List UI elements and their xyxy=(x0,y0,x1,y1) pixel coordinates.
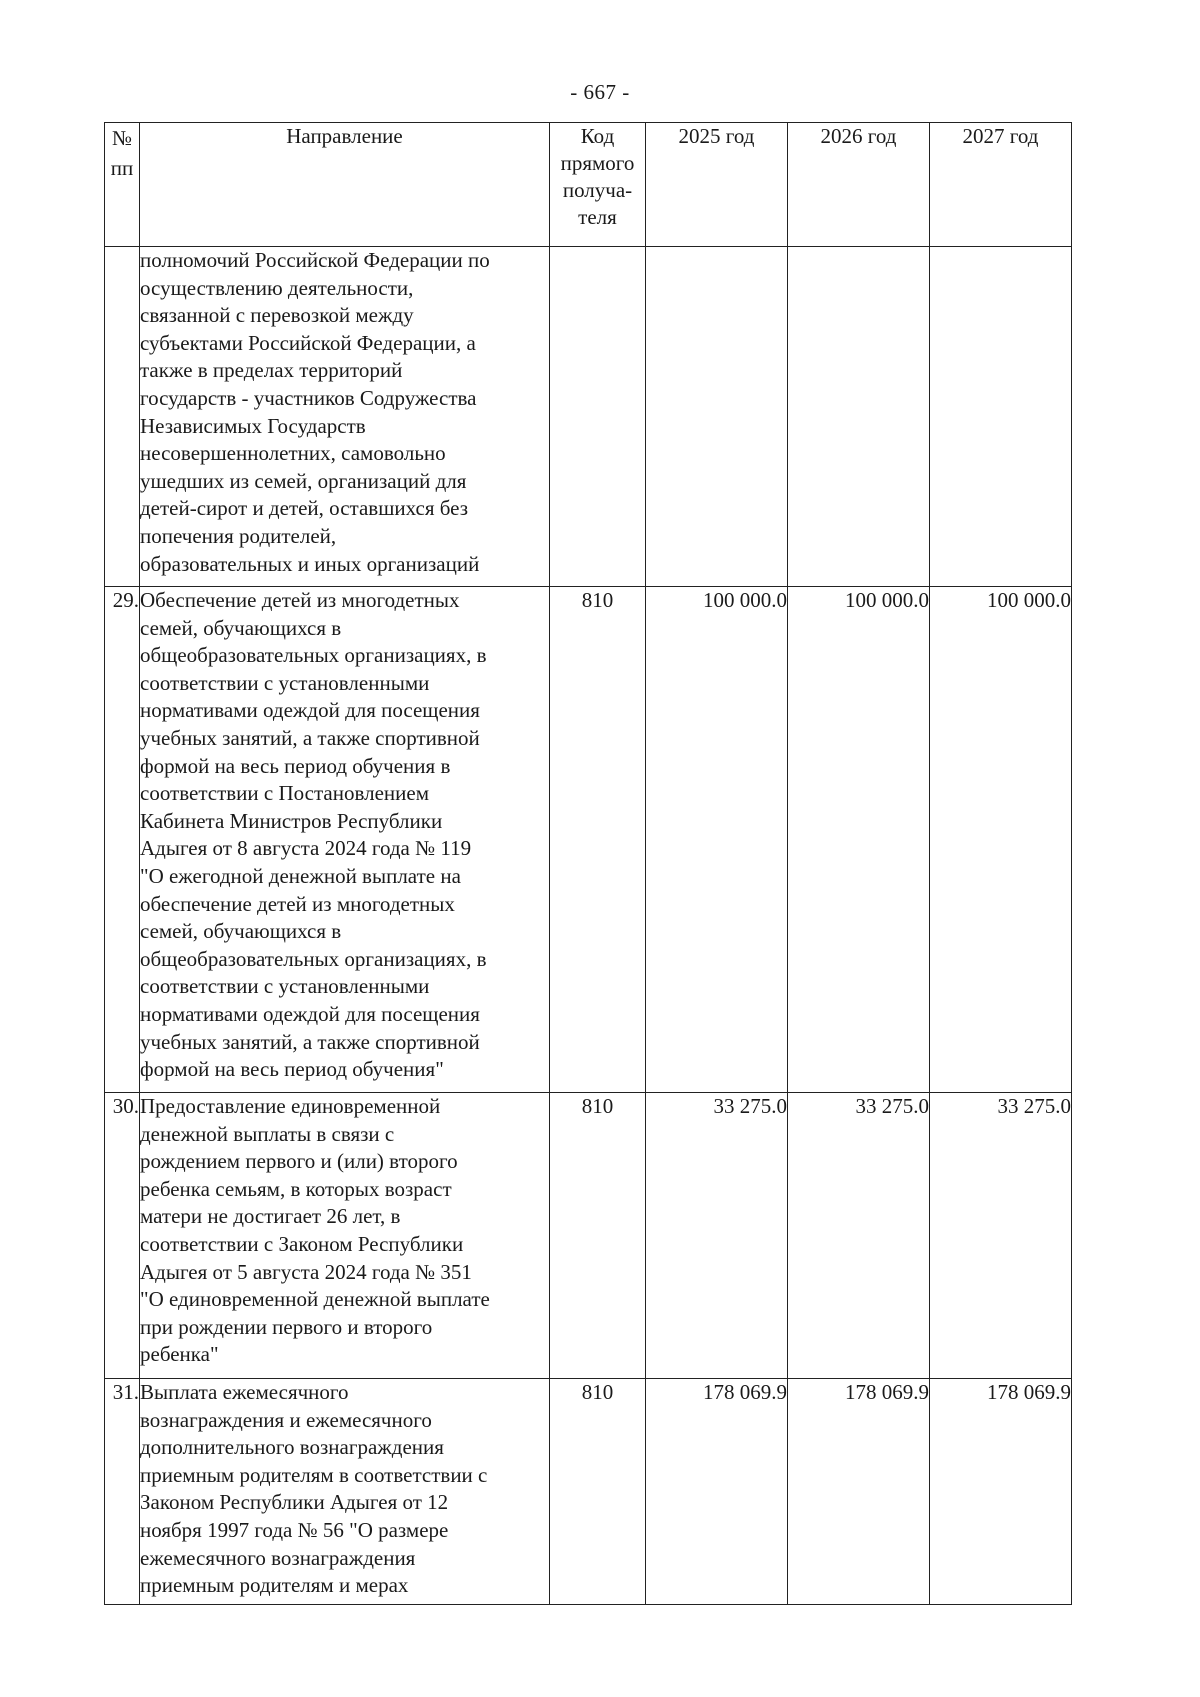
row-direction: Обеспечение детей из многодетных семей, обучающихся в общеобразовательных организациях, в соответствии с установленными нормативами одеждой для посещения учебных занятий, а также спортивной формой на весь период обучения в соответствии с Постановлением Кабинета Министров Республики Адыгея от 8 августа 2024 года № 119 "О ежегодной денежной выплате на обеспечение детей из многодетных семей, обучающихся в общеобразовательных организациях, в соответствии с установленными нормативами одеждой для посещения учебных занятий, а также спортивной формой на весь период обучения" xyxy=(140,587,550,1093)
row-number: 30. xyxy=(105,1093,140,1379)
row-number: 31. xyxy=(105,1379,140,1605)
header-year-2027: 2027 год xyxy=(930,123,1072,247)
row-direction: Выплата ежемесячного вознаграждения и ежемесячного дополнительного вознаграждения приемным родителям в соответствии с Законом Республики Адыгея от 12 ноября 1997 года № 56 "О размере ежемесячного вознаграждения приемным родителям и мерах xyxy=(140,1379,550,1605)
header-year-2025: 2025 год xyxy=(646,123,788,247)
row-amount-2026: 178 069.9 xyxy=(788,1379,930,1605)
row-direction: полномочий Российской Федерации по осуществлению деятельности, связанной с перевозкой между субъектами Российской Федерации, а также в пределах территорий государств - участников Содружества Независимых Государств несовершеннолетних, самовольно ушедших из семей, организаций для детей-сирот и детей, оставшихся без попечения родителей, образовательных и иных организаций xyxy=(140,247,550,587)
table-row xyxy=(105,1093,1072,1379)
table-header-row xyxy=(105,123,1072,247)
header-recipient-code: Код прямого получа-теля xyxy=(550,123,646,247)
row-number xyxy=(105,247,140,587)
row-recipient-code xyxy=(550,247,646,587)
row-amount-2027: 178 069.9 xyxy=(930,1379,1072,1605)
row-recipient-code: 810 xyxy=(550,1379,646,1605)
row-amount-2025: 100 000.0 xyxy=(646,587,788,1093)
row-recipient-code: 810 xyxy=(550,587,646,1093)
row-amount-2025: 33 275.0 xyxy=(646,1093,788,1379)
row-amount-2026: 33 275.0 xyxy=(788,1093,930,1379)
row-number: 29. xyxy=(105,587,140,1093)
row-amount-2027 xyxy=(930,247,1072,587)
header-row-number: № пп xyxy=(105,123,140,247)
row-amount-2026: 100 000.0 xyxy=(788,587,930,1093)
row-amount-2025: 178 069.9 xyxy=(646,1379,788,1605)
row-amount-2027: 33 275.0 xyxy=(930,1093,1072,1379)
page-number: - 667 - xyxy=(570,80,630,104)
header-year-2026: 2026 год xyxy=(788,123,930,247)
table-row xyxy=(105,587,1072,1093)
row-amount-2027: 100 000.0 xyxy=(930,587,1072,1093)
budget-table xyxy=(104,122,1072,1605)
row-amount-2025 xyxy=(646,247,788,587)
row-direction: Предоставление единовременной денежной выплаты в связи с рождением первого и (или) второго ребенка семьям, в которых возраст матери не достигает 26 лет, в соответствии с Законом Республики Адыгея от 5 августа 2024 года № 351 "О единовременной денежной выплате при рождении первого и второго ребенка" xyxy=(140,1093,550,1379)
table-row xyxy=(105,247,1072,587)
row-amount-2026 xyxy=(788,247,930,587)
row-recipient-code: 810 xyxy=(550,1093,646,1379)
header-direction: Направление xyxy=(140,123,550,247)
table-row xyxy=(105,1379,1072,1605)
